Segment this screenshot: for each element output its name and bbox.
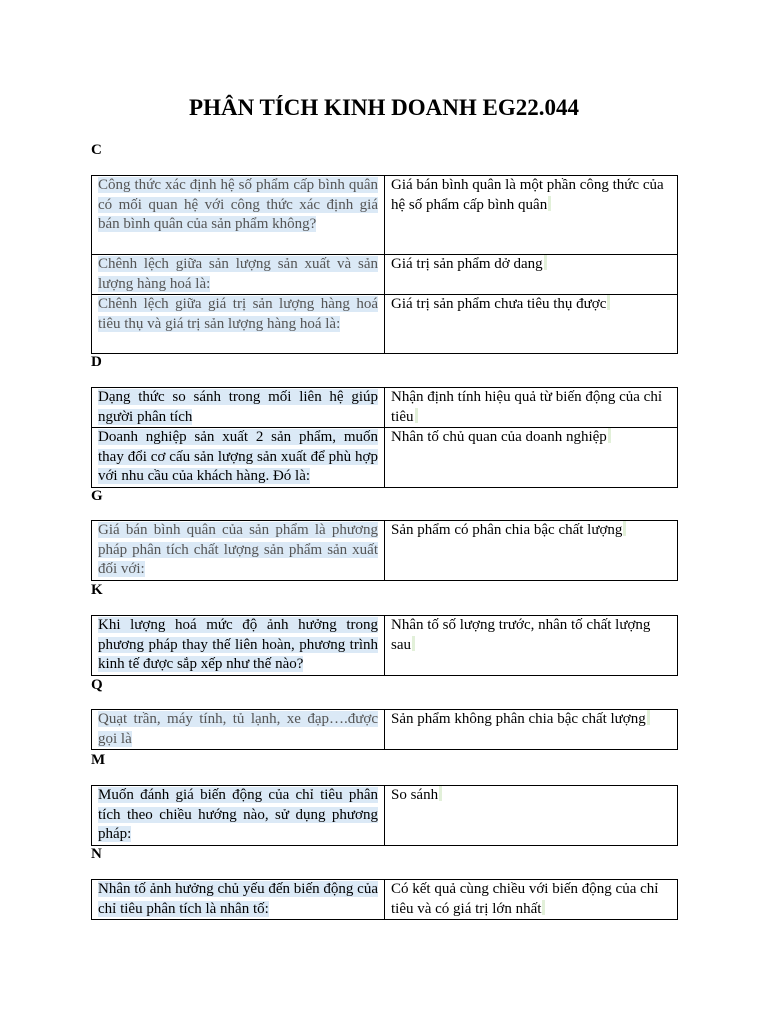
question-text: Quạt trần, máy tính, tủ lạnh, xe đạp….được gọi là xyxy=(98,711,378,747)
table-row xyxy=(92,521,678,581)
section-letter-g: G xyxy=(91,488,103,504)
answer-text: Nhân tố chủ quan của doanh nghiệp xyxy=(391,429,611,445)
section-letter-n: N xyxy=(91,846,102,862)
table-row xyxy=(92,428,678,488)
question-text: Doanh nghiệp sản xuất 2 sản phẩm, muốn thay đổi cơ cấu sản lượng sản xuất để phù hợp với nhu cầu của khách hàng. Đó là: xyxy=(98,429,378,485)
answer-text: Sản phẩm có phân chia bậc chất lượng xyxy=(391,522,626,538)
table-row xyxy=(92,176,678,255)
question-cell xyxy=(92,880,385,920)
answer-cell xyxy=(385,255,678,295)
answer-cell xyxy=(385,880,678,920)
qa-table-m xyxy=(91,785,678,846)
question-cell xyxy=(92,521,385,581)
question-cell xyxy=(92,428,385,488)
answer-text: Nhận định tính hiệu quả từ biến động của chỉ tiêu xyxy=(391,389,662,425)
qa-table-c xyxy=(91,175,678,354)
question-text: Giá bán bình quân của sản phẩm là phương pháp phân tích chất lượng sản phẩm sản xuất đối với: xyxy=(98,522,378,578)
question-cell xyxy=(92,388,385,428)
section-letter-k: K xyxy=(91,582,103,598)
answer-cell xyxy=(385,710,678,750)
question-cell xyxy=(92,786,385,846)
question-text: Chênh lệch giữa giá trị sản lượng hàng hoá tiêu thụ và giá trị sản lượng hàng hoá là: xyxy=(98,296,378,332)
answer-text: Nhân tố số lượng trước, nhân tố chất lượng sau xyxy=(391,617,651,653)
answer-text: Giá bán bình quân là một phần công thức của hệ số phẩm cấp bình quân xyxy=(391,177,664,213)
section-letter-q: Q xyxy=(91,677,103,693)
answer-cell xyxy=(385,295,678,354)
answer-cell xyxy=(385,616,678,676)
question-text: Công thức xác định hệ số phẩm cấp bình quân có mối quan hệ với công thức xác định giá bán bình quân của sản phẩm không? xyxy=(98,177,378,233)
answer-text: Có kết quả cùng chiều với biến động của chỉ tiêu và có giá trị lớn nhất xyxy=(391,881,659,917)
question-text: Nhân tố ảnh hưởng chủ yếu đến biến động của chỉ tiêu phân tích là nhân tố: xyxy=(98,881,378,917)
answer-cell xyxy=(385,786,678,846)
qa-table-k xyxy=(91,615,678,676)
page-title: PHÂN TÍCH KINH DOANH EG22.044 xyxy=(189,95,579,120)
answer-text: Giá trị sản phẩm dở dang xyxy=(391,256,547,272)
section-letter-m: M xyxy=(91,752,106,768)
question-cell xyxy=(92,616,385,676)
section-letter-c: C xyxy=(91,142,102,158)
answer-cell xyxy=(385,428,678,488)
qa-table-d xyxy=(91,387,678,488)
answer-text: Giá trị sản phẩm chưa tiêu thụ được xyxy=(391,296,610,312)
question-text: Chênh lệch giữa sản lượng sản xuất và sản lượng hàng hoá là: xyxy=(98,256,378,292)
answer-cell xyxy=(385,521,678,581)
table-row xyxy=(92,710,678,750)
answer-cell xyxy=(385,176,678,255)
section-letter-d: D xyxy=(91,354,102,370)
question-cell xyxy=(92,255,385,295)
table-row xyxy=(92,295,678,354)
table-row xyxy=(92,616,678,676)
question-cell xyxy=(92,176,385,255)
qa-table-n xyxy=(91,879,678,920)
answer-text: So sánh xyxy=(391,787,442,803)
question-cell xyxy=(92,295,385,354)
question-cell xyxy=(92,710,385,750)
question-text: Muốn đánh giá biến động của chỉ tiêu phân tích theo chiều hướng nào, sử dụng phương pháp: xyxy=(98,787,378,843)
question-text: Khi lượng hoá mức độ ảnh hưởng trong phương pháp thay thế liên hoàn, phương trình kinh tế được sắp xếp như thế nào? xyxy=(98,617,378,673)
answer-text: Sản phẩm không phân chia bậc chất lượng xyxy=(391,711,650,727)
answer-cell xyxy=(385,388,678,428)
qa-table-q xyxy=(91,709,678,750)
table-row xyxy=(92,880,678,920)
table-row xyxy=(92,388,678,428)
question-text: Dạng thức so sánh trong mối liên hệ giúp người phân tích xyxy=(98,389,378,425)
qa-table-g xyxy=(91,520,678,581)
table-row xyxy=(92,255,678,295)
table-row xyxy=(92,786,678,846)
